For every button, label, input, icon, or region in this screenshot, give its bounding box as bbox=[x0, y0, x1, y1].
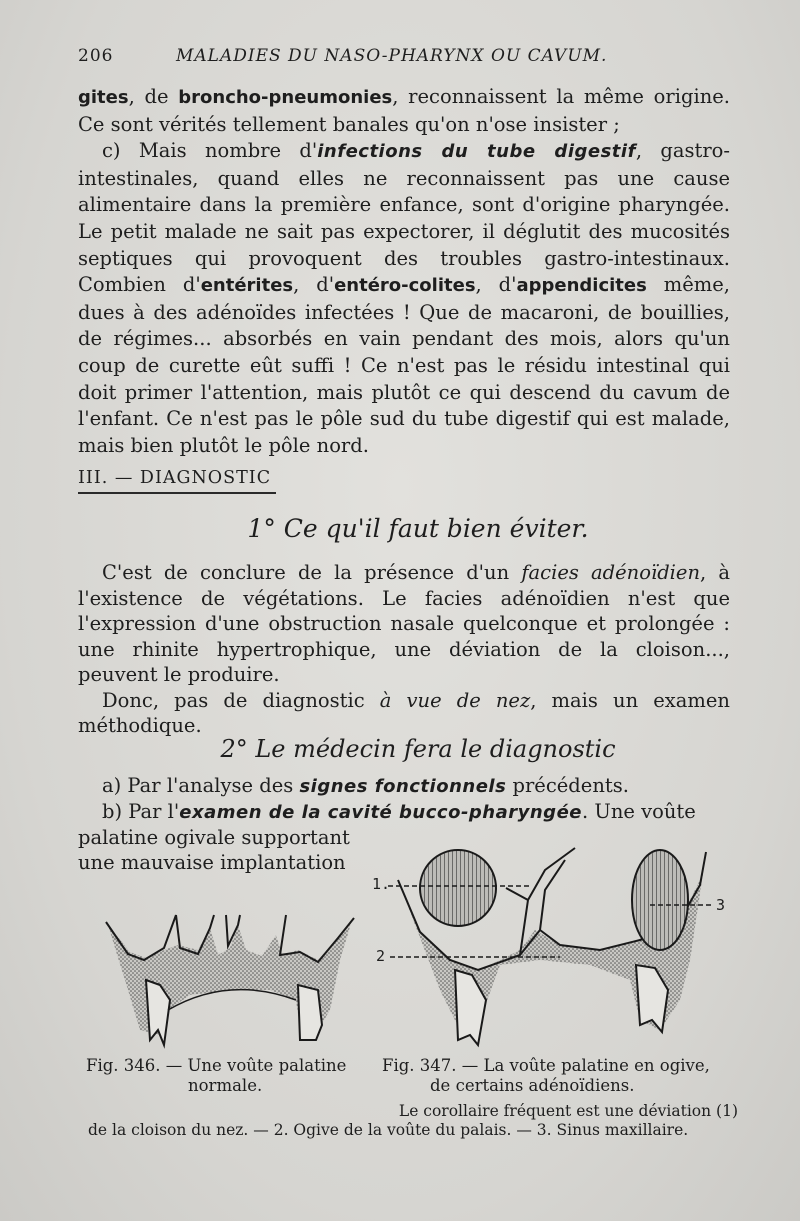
section-heading: III. — DIAGNOSTIC bbox=[78, 468, 272, 488]
item-b-line3: une mauvaise implantation bbox=[78, 851, 346, 874]
subheading-what-to-avoid: 1° Ce qu'il faut bien éviter. bbox=[247, 514, 589, 543]
paragraph-methodic-exam: Donc, pas de diagnostic à vue de nez, mais un examen méthodique. bbox=[78, 688, 730, 737]
running-title: MALADIES DU NASO-PHARYNX OU CAVUM. bbox=[176, 46, 608, 66]
page-number: 206 bbox=[78, 46, 114, 66]
fig347-right-sinus bbox=[632, 850, 688, 950]
fig347-label-1: 1. bbox=[372, 875, 391, 893]
paragraph-digestive-infections: c) Mais nombre d'infections du tube digestif, gastro-intestinales, quand elles ne reconnaissent pas une cause alimentaire dans la première enfance, sont d'origine pharyngée. Le petit malade ne sait pas expectorer, il déglutit des mucosités septiques qui provoquent des troubles gastro-intestinaux. Combien d'entérites, d'entéro-colites, d'appendicites même, dues à des adénoïdes infectées ! Que de macaroni, de bouillies, de régimes... absorbés en vain pendant des mois, alors qu'un coup de curette eût suffi ! Ce n'est pas le résidu intestinal qui doit primer l'attention, mais plutôt ce qui descend du cavum de l'enfant. Ce n'est pas le pôle sud du tube digestif qui est malade, mais bien plutôt le pôle nord. bbox=[78, 139, 731, 457]
figure-347-legend: Le corollaire fréquent est une déviation (1) de la cloison du nez. — 2. Ogive de la voûte du palais. — 3. Sinus maxillaire. bbox=[88, 1102, 738, 1139]
fig346-right-tooth bbox=[298, 985, 322, 1040]
paragraph-facies: C'est de conclure de la présence d'un facies adénoïdien, à l'existence de végétations. Le facies adénoïdien n'est que l'expression d'une obstruction nasale quelconque et prolongée : une rhinite hypertrophique, une déviation de la cloison..., peuvent le produire. bbox=[78, 561, 730, 686]
fig347-left-sinus bbox=[420, 850, 496, 926]
item-b-line2: palatine ogivale supportant bbox=[78, 826, 350, 849]
fig347-label-2: 2 bbox=[376, 947, 386, 965]
item-a: a) Par l'analyse des signes fonctionnels précédents. bbox=[102, 774, 629, 797]
paragraph-continuation: gites, de broncho-pneumonies, reconnaissent la même origine. Ce sont vérités tellement banales qu'on n'ose insister ; bbox=[78, 85, 731, 136]
figure-346-illustration bbox=[106, 915, 354, 1045]
fig347-label-3: 3 bbox=[716, 896, 726, 914]
figure-347-caption: Fig. 347. — La voûte palatine en ogive, de certains adénoïdiens. bbox=[382, 1056, 710, 1095]
item-b: b) Par l'examen de la cavité bucco-pharyngée. Une voûte bbox=[102, 800, 696, 823]
subheading-doctor-diagnosis: 2° Le médecin fera le diagnostic bbox=[220, 735, 616, 763]
figure-346-caption: Fig. 346. — Une voûte palatine normale. bbox=[86, 1056, 347, 1095]
figure-347-illustration bbox=[388, 848, 712, 1045]
